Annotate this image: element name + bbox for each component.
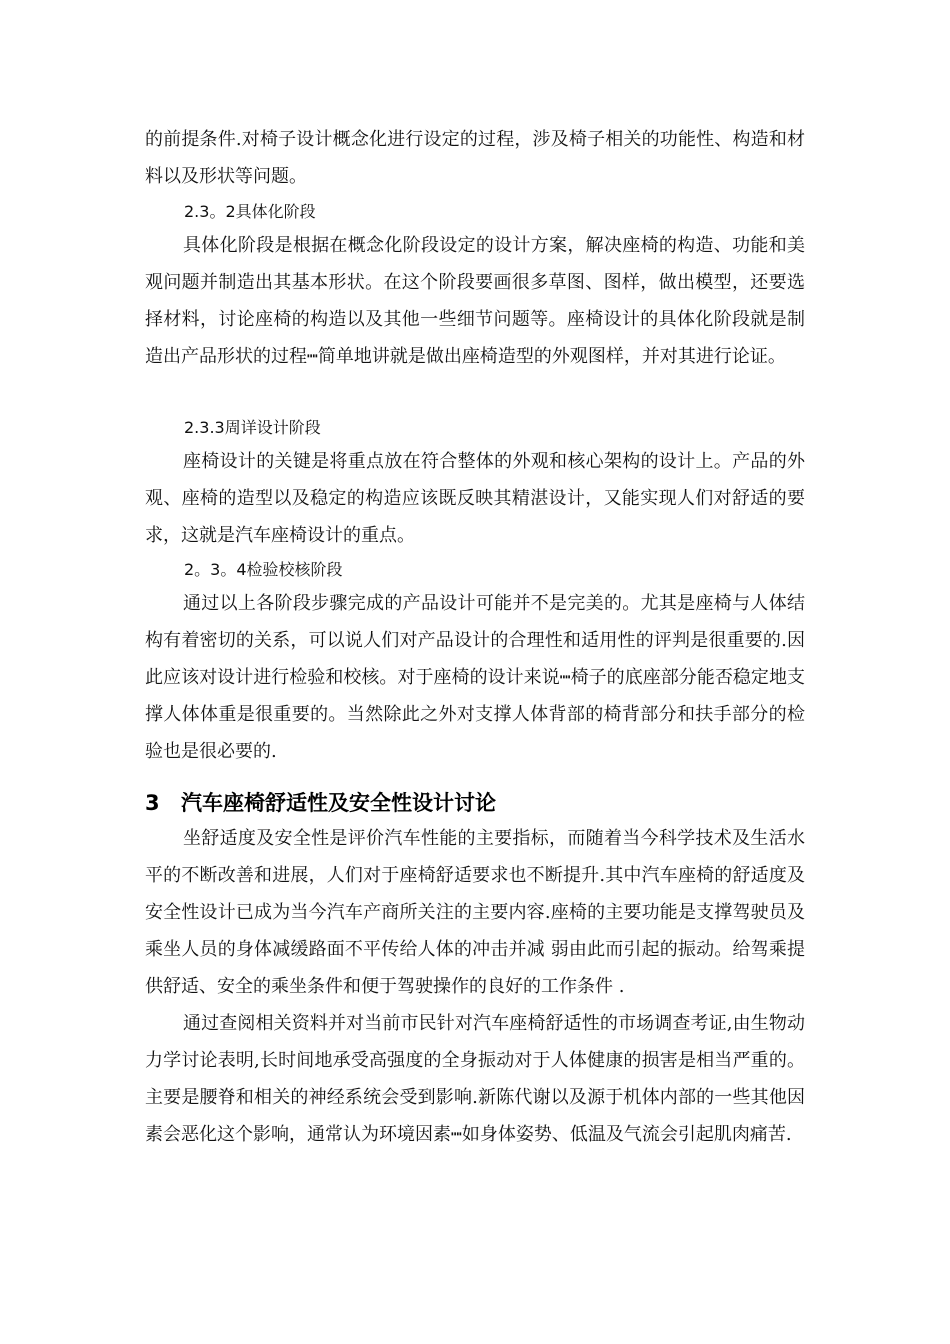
paragraph-text: 座椅设计的关键是将重点放在符合整体的外观和核心架构的设计上。产品的外观、座椅的造型以及稳定的构造应该既反映其精湛设计，又能实现人们对舒适的要求，这就是汽车座椅设计的重点。	[145, 451, 805, 546]
paragraph-biodynamics	[145, 1005, 805, 1153]
paragraph-verification	[145, 585, 805, 770]
paragraph-text: 坐舒适度及安全性是评价汽车性能的主要指标，而随着当今科学技术及生活水平的不断改善和进展，人们对于座椅舒适要求也不断提升.其中汽车座椅的舒适度及安全性设计已成为当今汽车产商所关注的主要内容.座椅的主要功能是支撑驾驶员及乘坐人员的身体减缓路面不平传给人体的冲击并减 弱由此而引起的振动。给驾乘提供舒适、安全的乘坐条件和便于驾驶操作的良好的工作条件 .	[145, 828, 805, 997]
section-heading-3	[145, 788, 496, 818]
paragraph-text: 的前提条件.对椅子设计概念化进行设定的过程，涉及椅子相关的功能性、构造和材料以及形状等问题。	[145, 129, 805, 187]
paragraph-text: 具体化阶段是根据在概念化阶段设定的设计方案，解决座椅的构造、功能和美观问题并制造出其基本形状。在这个阶段要画很多草图、图样，做出模型，还要选择材料，讨论座椅的构造以及其他一些细节问题等。座椅设计的具体化阶段就是制造出产品形状的过程┉简单地讲就是做出座椅造型的外观图样，并对其进行论证。	[145, 235, 805, 367]
paragraph-text: 通过查阅相关资料并对当前市民针对汽车座椅舒适性的市场调查考证,由生物动力学讨论表明,长时间地承受高强度的全身振动对于人体健康的损害是相当严重的。主要是腰脊和相关的神经系统会受到影响.新陈代谢以及源于机体内部的一些其他因素会恶化这个影响，通常认为环境因素┉如身体姿势、低温及气流会引起肌肉痛苦.	[145, 1013, 805, 1145]
paragraph-text: 通过以上各阶段步骤完成的产品设计可能并不是完美的。尤其是座椅与人体结构有着密切的关系，可以说人们对产品设计的合理性和适用性的评判是很重要的.因此应该对设计进行检验和校核。对于座椅的设计来说┉椅子的底座部分能否稳定地支撑人体体重是很重要的。当然除此之外对支撑人体背部的椅背部分和扶手部分的检验也是很必要的.	[145, 593, 805, 762]
paragraph-continuation	[145, 121, 805, 195]
section-title: 汽车座椅舒适性及安全性设计讨论	[181, 791, 496, 815]
section-number: 3	[145, 791, 160, 815]
paragraph-detailed-design	[145, 443, 805, 554]
subheading-2-3-2: 2.3。2具体化阶段	[184, 202, 316, 221]
subheading-2-3-4: 2。3。4检验校核阶段	[184, 560, 343, 579]
subheading-2-3-3: 2.3.3周详设计阶段	[184, 418, 321, 437]
paragraph-concretization	[145, 227, 805, 375]
paragraph-comfort-safety	[145, 820, 805, 1005]
